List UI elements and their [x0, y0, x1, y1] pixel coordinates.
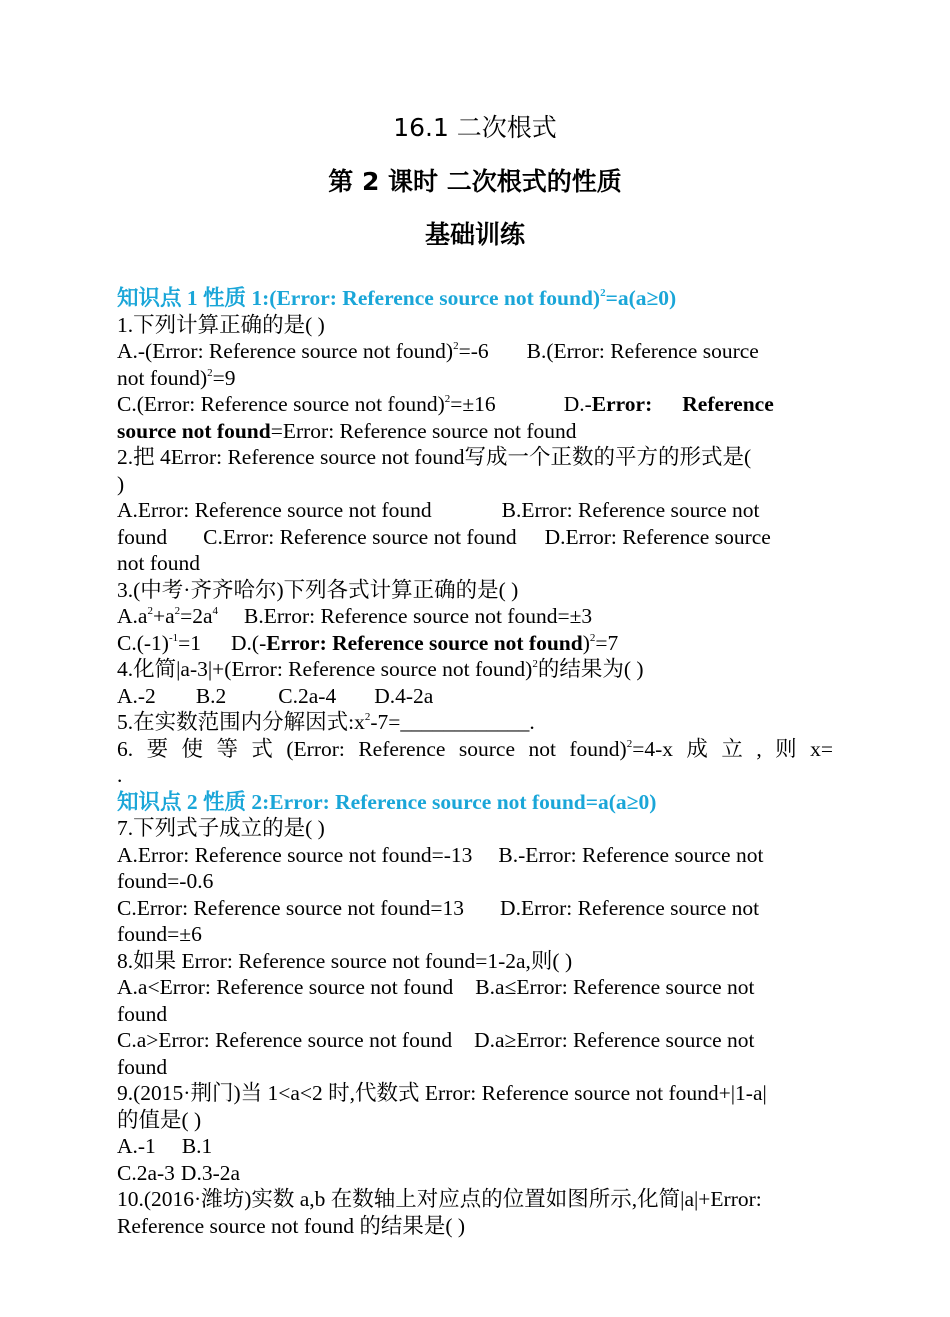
- question-1-options-cd: [117, 391, 833, 418]
- question-10-stem: 10.(2016·潍坊)实数 a,b 在数轴上对应点的位置如图所示,化简|a|+Error:: [117, 1187, 762, 1211]
- question-2-options-bcd: found C.Error: Reference source not found D.Error: Reference source: [117, 524, 771, 549]
- question-7-options-cd: [117, 895, 833, 922]
- option-c: C.(Error: Reference source not found)$^2$=±16: [117, 392, 496, 416]
- option-c: C.2a-4: [278, 683, 337, 708]
- option-d: D.a≥Error: Reference source not: [474, 1028, 755, 1052]
- option-b: B.2: [195, 683, 227, 708]
- question-6: 6. 要 使 等 式 (Error: Reference source not found)$^2$=4-x 成 立 , 则 x=: [117, 736, 833, 761]
- question-8-options-cd: [117, 1027, 833, 1054]
- option-d: D.3-2a: [180, 1160, 241, 1185]
- question-2-option-d-cont: not found: [117, 551, 201, 575]
- option-b: B.1: [181, 1134, 213, 1158]
- knowledge-point-1-heading: 知识点 1 性质 1:(Error: Reference source not found)$^2$=a(a≥0): [117, 286, 677, 310]
- question-1-option-d-cont: source not found=Error: Reference source not found: [117, 418, 577, 443]
- question-1-options-b-cont: not found)$^2$=9: [117, 365, 236, 390]
- option-c: C.2a-3: [117, 1160, 175, 1185]
- option-c: C.Error: Reference source not found: [203, 524, 517, 549]
- option-d: D.Error: Reference source: [544, 524, 771, 549]
- option-a: A.-2: [117, 683, 156, 708]
- question-10-stem-cont: Reference source not found 的结果是( ): [117, 1213, 466, 1238]
- question-3-options-cd: [117, 630, 833, 657]
- option-c: $C.(-1)^{-1}=1$: [117, 630, 202, 655]
- question-4-options: [117, 683, 833, 710]
- question-1-stem: 1.下列计算正确的是( ): [117, 312, 325, 337]
- option-b: B.Error: Reference source not found=±3: [244, 604, 593, 628]
- option-b: B.-Error: Reference source not: [498, 842, 764, 867]
- question-3-options-ab: [117, 603, 833, 630]
- option-a: $A.a^2+a^2=2a^4$: [117, 604, 219, 628]
- question-1-options-ab: [117, 338, 833, 365]
- question-4-stem: 4.化简|a-3|+(Error: Reference source not found)$^2$的结果为( ): [117, 657, 644, 681]
- question-9-stem: 9.(2015·荆门)当 1<a<2 时,代数式 Error: Reference source not found+|1-a|: [117, 1081, 767, 1105]
- option-b: B.a≤Error: Reference source not: [475, 975, 755, 999]
- question-9-options-ab: [117, 1133, 833, 1160]
- option-a: A.-(Error: Reference source not found)$^2$=-6: [117, 339, 489, 363]
- option-d: D.Error: Reference source not: [500, 895, 760, 920]
- question-2-stem: 2.把 4Error: Reference source not found写成一个正数的平方的形式是(: [117, 445, 752, 469]
- option-c: C.Error: Reference source not found=13: [117, 895, 465, 920]
- question-8-stem: 8.如果 Error: Reference source not found=1-2a,则( ): [117, 948, 573, 973]
- knowledge-point-2-heading: 知识点 2 性质 2:Error: Reference source not found=a(a≥0): [117, 789, 657, 814]
- question-7-option-d-cont: found=±6: [117, 922, 202, 946]
- question-7-options-ab: [117, 842, 833, 869]
- question-9-stem-cont: 的值是( ): [117, 1107, 202, 1132]
- question-8-option-d-cont: found: [117, 1054, 168, 1079]
- question-7-option-b-cont: found=-0.6: [117, 869, 214, 893]
- question-3-stem: 3.(中考·齐齐哈尔)下列各式计算正确的是( ): [117, 577, 519, 602]
- option-b: B.Error: Reference source not: [501, 498, 760, 522]
- question-6-cont: .: [117, 763, 123, 787]
- option-a: A.Error: Reference source not found=-13: [117, 842, 473, 867]
- option-d: D.4-2a: [374, 683, 434, 708]
- option-a: A.Error: Reference source not found: [117, 498, 432, 522]
- question-7-stem: 7.下列式子成立的是( ): [117, 816, 325, 840]
- document-body: [117, 285, 833, 1239]
- question-5: 5.在实数范围内分解因式$:x^2-7=\_\_\_\_\_\_\_\_\_\_\_\_$.: [117, 710, 535, 734]
- question-2-options-ab: [117, 497, 833, 524]
- option-c: C.a>Error: Reference source not found: [117, 1028, 453, 1052]
- question-8-options-ab: [117, 974, 833, 1001]
- question-8-option-b-cont: found: [117, 1001, 168, 1026]
- option-a: A.-1: [117, 1134, 156, 1158]
- option-a: A.a<Error: Reference source not found: [117, 975, 454, 999]
- question-9-options-cd: [117, 1160, 833, 1187]
- question-2-stem-cont: ): [117, 471, 125, 496]
- option-b: B.(Error: Reference source: [526, 339, 759, 363]
- lesson-title: 第 2 课时 二次根式的性质: [328, 167, 622, 196]
- option-d: D.-Error: Reference: [563, 392, 774, 416]
- chapter-title: 16.1 二次根式: [393, 113, 557, 142]
- section-title: 基础训练: [424, 220, 525, 249]
- option-d: D.(-Error: Reference source not found)$^2$=7: [231, 630, 619, 655]
